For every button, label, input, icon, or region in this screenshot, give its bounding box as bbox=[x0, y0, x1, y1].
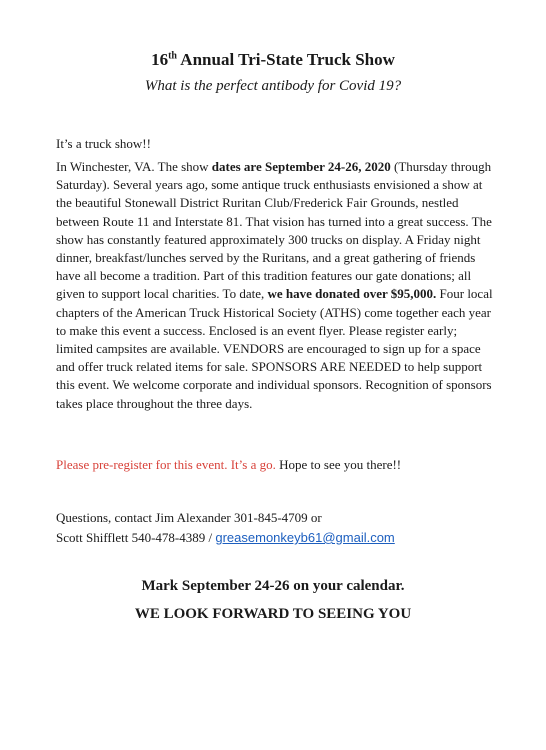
page-title bbox=[0, 50, 546, 70]
donation-total-bold: we have donated over $95,000. bbox=[267, 286, 437, 302]
preregister-red-text: Please pre-register for this event. It’s a go. bbox=[56, 457, 276, 472]
email-link[interactable]: greasemonkeyb61@gmail.com bbox=[215, 530, 395, 545]
contact-line-2 bbox=[56, 530, 395, 546]
show-dates-bold: dates are September 24-26, 2020 bbox=[211, 159, 391, 174]
body-text-3: Four local chapters of the American Truck Historical Society (ATHS) come together each year to make this event a success. Enclosed is an event flyer. Please register early; limited campsites are available. VENDORS are encouraged to sign up for a space and offer truck related items for sale. SPONSORS ARE NEEDED to help support this event. We welcome corporate and individual sponsors. Recognition of sponsors takes place throughout the three days. bbox=[56, 286, 493, 411]
contact-line-1: Questions, contact Jim Alexander 301-845-4709 or bbox=[56, 510, 322, 525]
body-text-1: In Winchester, VA. The show bbox=[56, 159, 212, 174]
body-paragraph bbox=[56, 158, 496, 413]
body-text-2: (Thursday through Saturday). Several years ago, some antique truck enthusiasts envisioned a show at the beautiful Stonewall District Ruritan Club/Frederick Fair Grounds, nestled between Route 11 and Interstate 81. That vision has turned into a great success. The show has constantly featured approximately 300 trucks on display. A Friday night dinner, breakfast/lunches served by the Ruritans, and a great gathering of friends have all become a tradition. Part of this tradition features our gate donations; all given to support local charities. To date, bbox=[56, 159, 492, 302]
mark-calendar-heading: Mark September 24-26 on your calendar. bbox=[141, 578, 405, 594]
title-text: Annual Tri-State Truck Show bbox=[177, 50, 395, 69]
preregister-black-text: Hope to see you there!! bbox=[275, 457, 402, 472]
intro-line: It’s a truck show!! bbox=[56, 136, 151, 151]
title-ordinal-suffix: th bbox=[168, 50, 177, 62]
contact-line-2-text: Scott Shifflett 540-478-4389 / bbox=[56, 530, 216, 545]
look-forward-heading: WE LOOK FORWARD TO SEEING YOU bbox=[134, 606, 412, 622]
page-subtitle: What is the perfect antibody for Covid 19? bbox=[144, 78, 402, 94]
title-number: 16 bbox=[151, 50, 169, 69]
preregister-line bbox=[56, 457, 401, 473]
